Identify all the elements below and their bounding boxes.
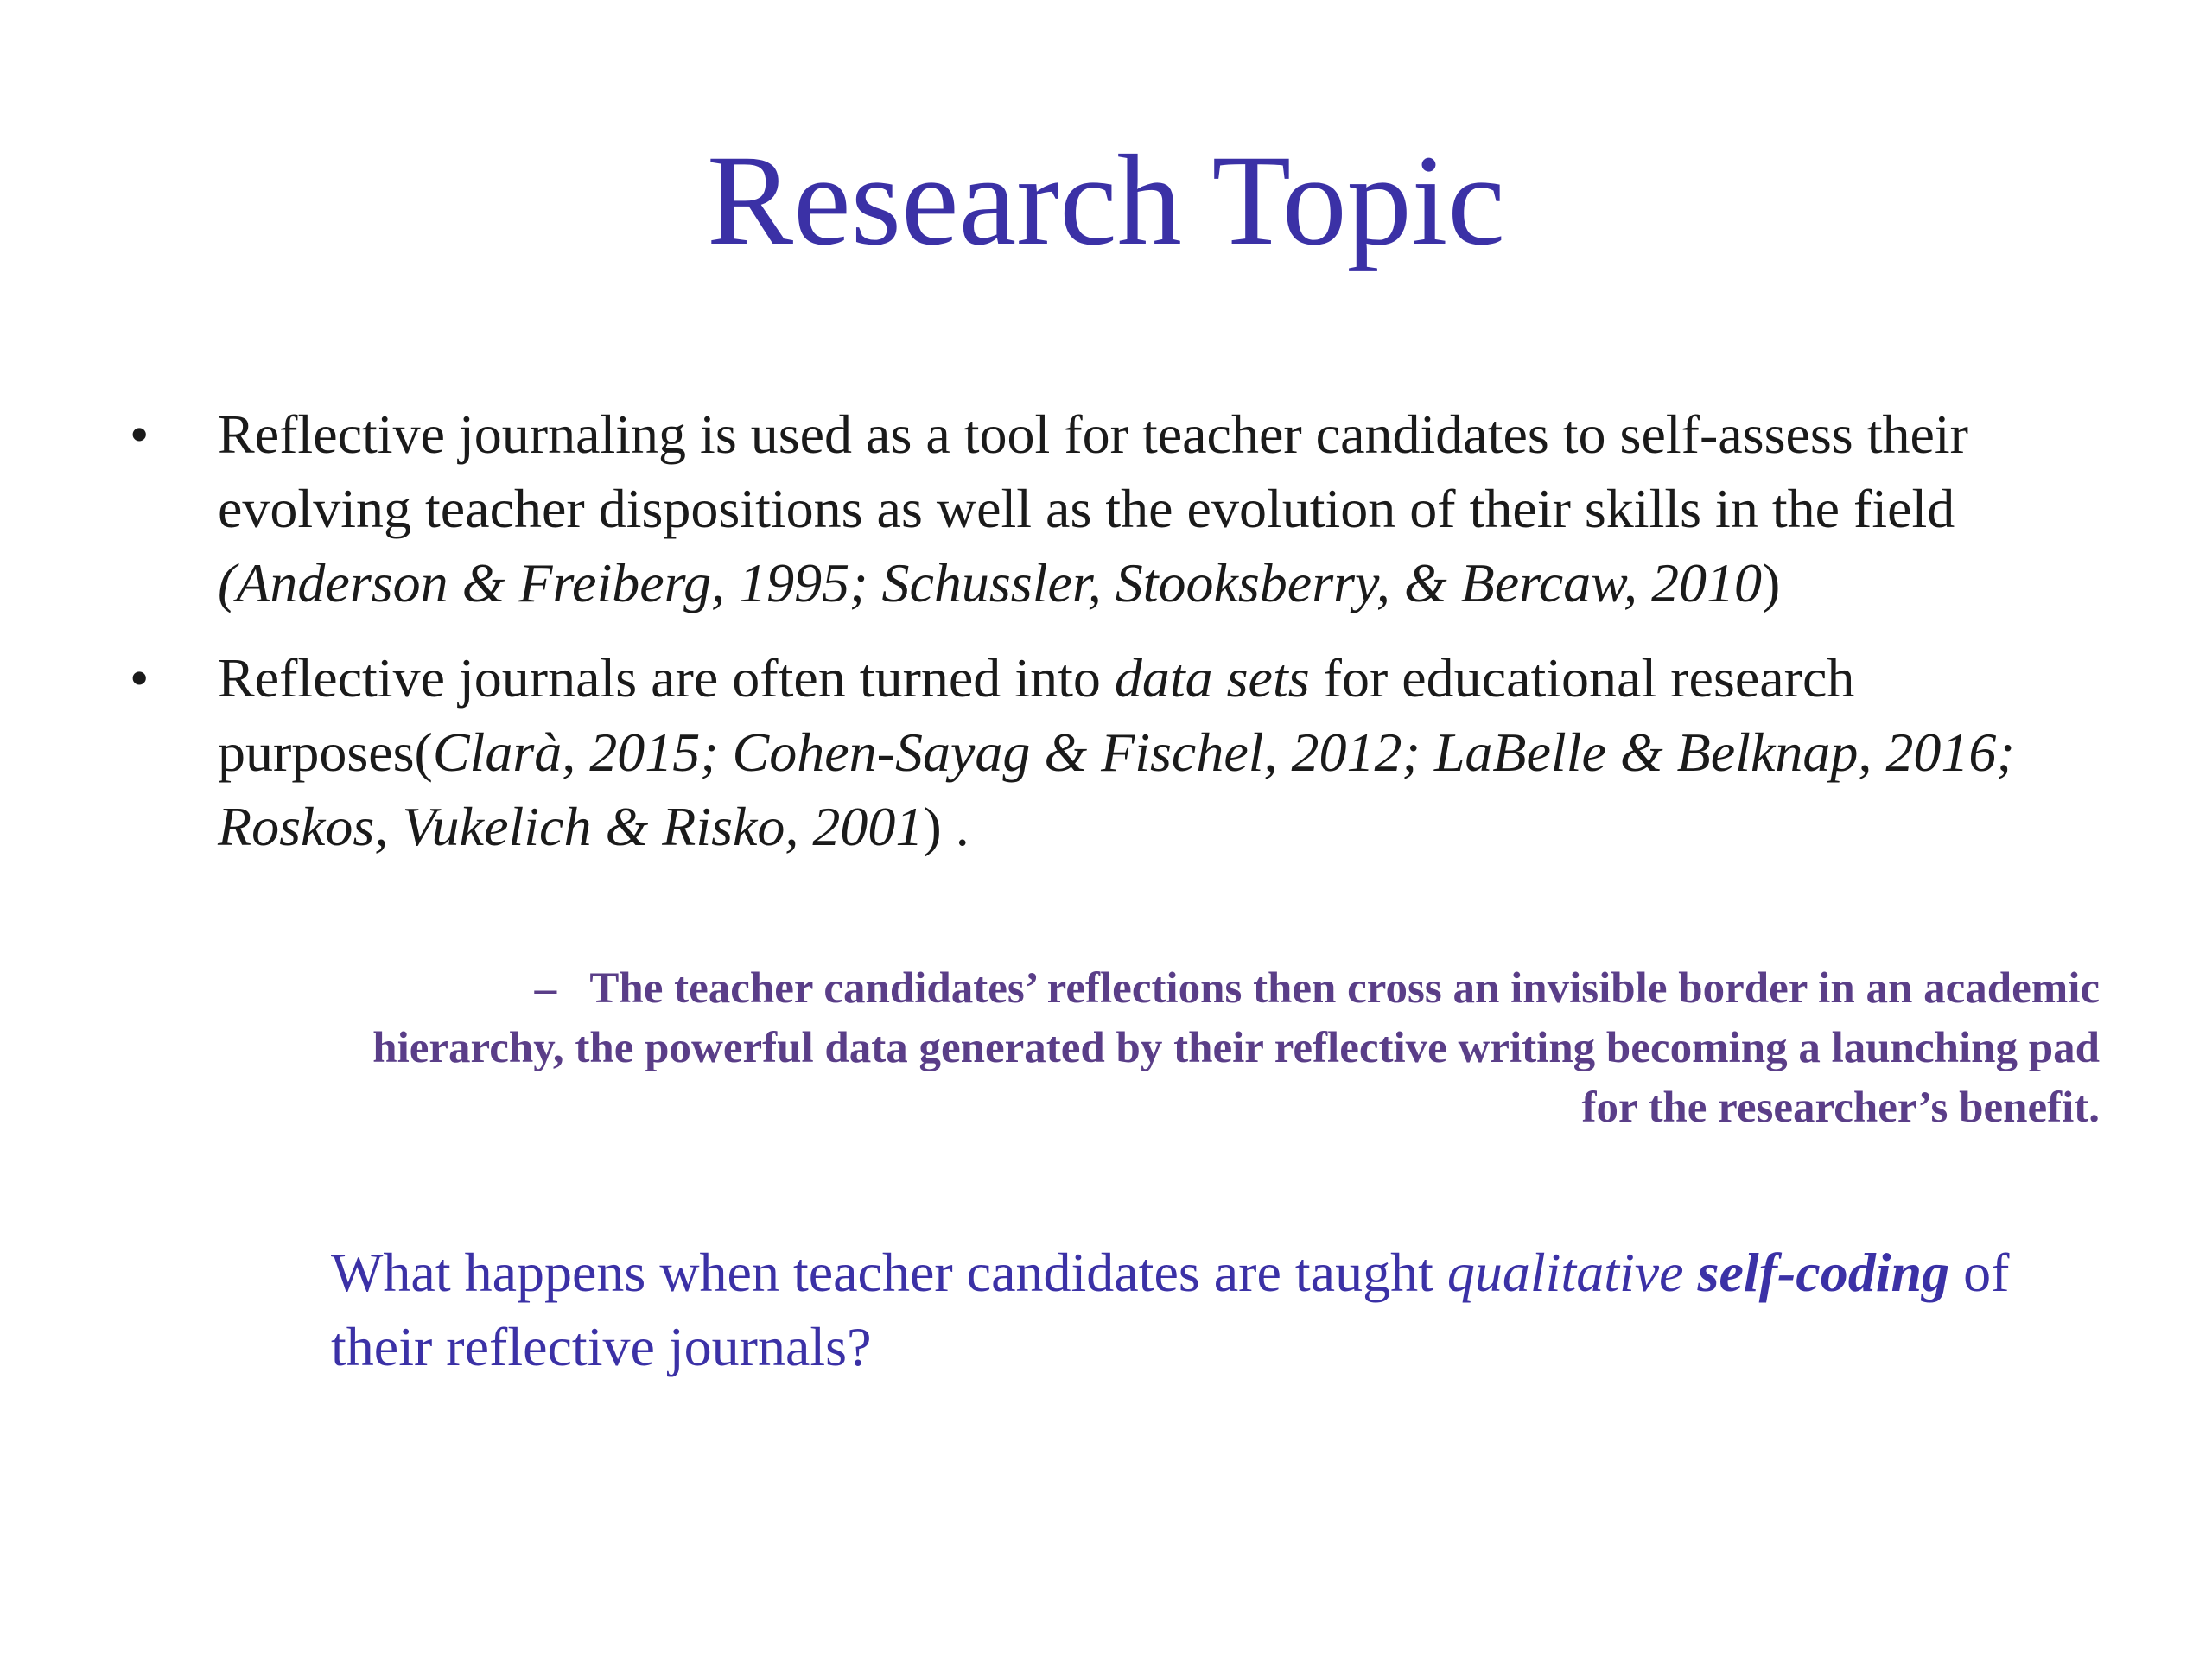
citation-close: ) . bbox=[923, 796, 969, 857]
question-bold-italic: self-coding bbox=[1697, 1242, 1950, 1303]
citation: (Anderson & Freiberg, 1995; Schussler, Stooksberry, & Bercaw, 2010 bbox=[218, 552, 1763, 613]
sub-point-dash: – bbox=[534, 964, 557, 1013]
bullet-text: Reflective journals are often turned into bbox=[218, 647, 1115, 709]
bullet-item bbox=[130, 397, 2082, 620]
bullet-text: Reflective journaling is used as a tool for teacher candidates to self-assess their evolving teacher dispositions as well as the evolution of their skills in the field bbox=[218, 404, 1968, 539]
bullet-dot: • bbox=[130, 647, 149, 709]
bullet-item bbox=[130, 641, 2082, 864]
sub-point-text: The teacher candidates’ reflections then cross an invisible border in an academic hierarchy, the powerful data generated by their reflective writing becoming a launching pad for the researcher’s benefit. bbox=[372, 964, 2100, 1132]
sub-point bbox=[337, 959, 2100, 1138]
question-italic: qualitative bbox=[1446, 1242, 1684, 1303]
citation-close: ) bbox=[1762, 552, 1781, 613]
citation: Clarà, 2015; Cohen-Sayag & Fischel, 2012; LaBelle & Belknap, 2016; Roskos, Vukelich & Risko, 2001 bbox=[218, 721, 2015, 857]
bullet-text-continued: for educational research purposes( bbox=[218, 647, 1855, 783]
emphasis-text: data sets bbox=[1114, 647, 1310, 709]
bullet-dot: • bbox=[130, 404, 149, 465]
question-text-end: of their reflective journals? bbox=[331, 1242, 2010, 1377]
question-text: What happens when teacher candidates are taught bbox=[331, 1242, 1447, 1303]
research-question bbox=[331, 1236, 2016, 1384]
bullet-list bbox=[130, 397, 2082, 885]
slide-title: Research Topic bbox=[707, 129, 1505, 272]
